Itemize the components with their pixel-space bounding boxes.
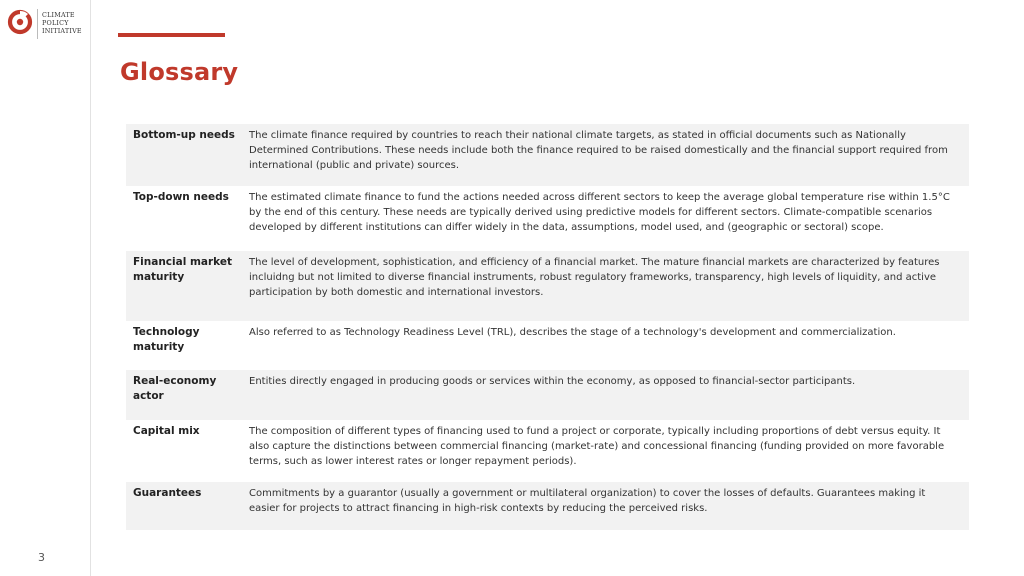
page-number: 3	[38, 551, 45, 564]
glossary-definition: The estimated climate finance to fund the actions needed across different sectors to keep the average global temperature rise within 1.5°C by the end of this century. These needs are typically derived using predictive models for different sectors. Climate-compatible scenarios developed by different institutions can differ widely in the data, assumptions, model used, and (geographic or sectoral) scope.	[249, 192, 950, 233]
glossary-definition: The level of development, sophistication, and efficiency of a financial market. The mature financial markets are characterized by features incluidng but not limited to diverse financial instruments, robust regulatory frameworks, transparency, high levels of liquidity, and active participation by both domestic and international investors.	[249, 257, 940, 298]
logo-line: INITIATIVE	[42, 27, 82, 35]
glossary-term: Guarantees	[133, 487, 202, 499]
glossary-term: Top-down needs	[133, 191, 229, 203]
logo-wordmark	[42, 11, 82, 35]
logo-line: CLIMATE	[42, 11, 75, 19]
glossary-definition: Also referred to as Technology Readiness Level (TRL), describes the stage of a technology's development and commercialization.	[249, 327, 896, 338]
glossary-term: Bottom-up needs	[133, 129, 235, 141]
glossary-row	[126, 420, 969, 482]
title-accent-bar	[118, 33, 225, 37]
glossary-definition: Entities directly engaged in producing goods or services within the economy, as opposed to financial-sector participants.	[249, 376, 856, 387]
glossary-table	[126, 124, 969, 530]
glossary-term: Technology maturity	[133, 326, 200, 353]
page-title: Glossary	[120, 58, 239, 86]
glossary-term: Financial market maturity	[133, 256, 233, 283]
cpi-logo-icon	[7, 9, 33, 35]
glossary-definition: The composition of different types of financing used to fund a project or corporate, typically including proportions of debt versus equity. It also capture the distinctions between commercial financing (market-rate) and concessional financing (funding provided on more favorable terms, such as lower interest rates or longer repayment periods).	[249, 426, 945, 467]
glossary-row	[126, 186, 969, 251]
glossary-row	[126, 321, 969, 370]
glossary-row	[126, 482, 969, 530]
glossary-row	[126, 251, 969, 321]
climate-policy-initiative-logo	[7, 9, 82, 39]
glossary-row	[126, 124, 969, 186]
glossary-row	[126, 370, 969, 420]
glossary-definition: Commitments by a guarantor (usually a government or multilateral organization) to cover the losses of defaults. Guarantees making it easier for projects to attract financing in high-risk contexts by reducing the perceived risks.	[249, 488, 926, 514]
glossary-definition: The climate finance required by countries to reach their national climate targets, as stated in official documents such as Nationally Determined Contributions. These needs include both the finance required to be raised domestically and the financial support required from international (public and private) sources.	[249, 130, 948, 171]
left-sidebar	[0, 0, 91, 576]
logo-line: POLICY	[42, 19, 69, 27]
glossary-term: Capital mix	[133, 425, 200, 437]
glossary-term: Real-economy actor	[133, 375, 217, 402]
logo-divider	[37, 9, 38, 39]
